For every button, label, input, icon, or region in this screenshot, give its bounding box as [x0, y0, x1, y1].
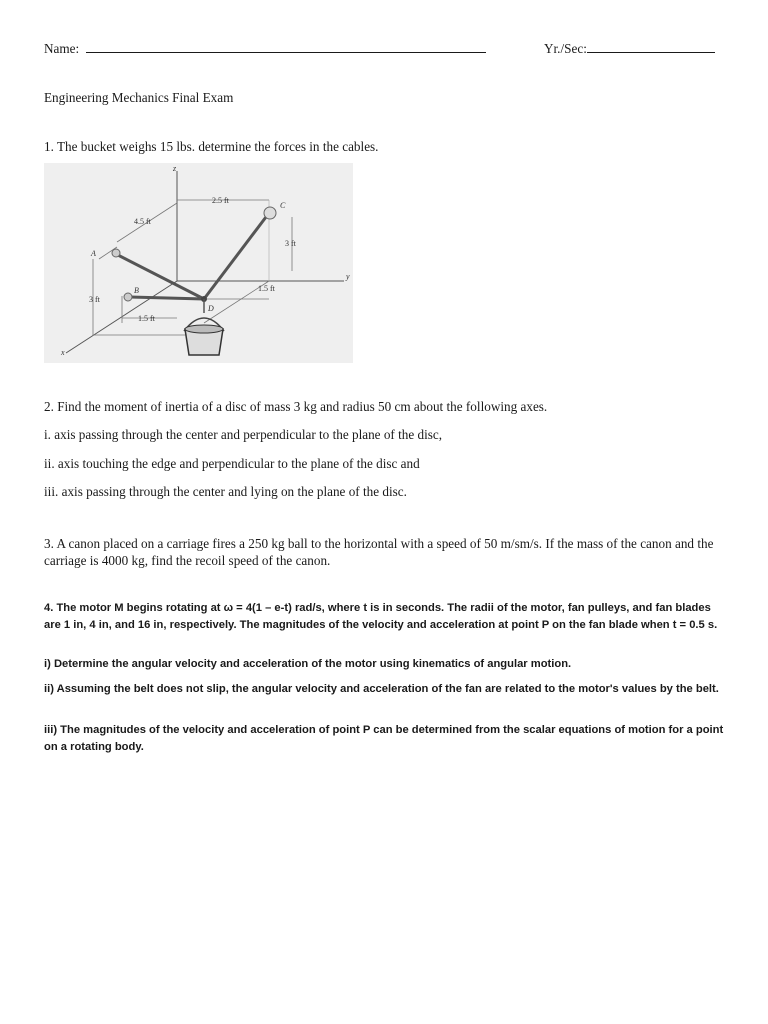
question-2-item-i: i. axis passing through the center and perpendicular to the plane of the disc, [44, 427, 443, 442]
yrsec-label: Yr./Sec: [544, 41, 587, 56]
yrsec-label-row [544, 40, 715, 57]
support-c [264, 207, 276, 219]
yrsec-blank-line[interactable] [587, 40, 715, 53]
question-4-item-ii: ii) Assuming the belt does not slip, the angular velocity and acceleration of the fan are related to the motor's values by the belt. [44, 683, 719, 695]
question-2-item-iii: iii. axis passing through the center and lying on the plane of the disc. [44, 484, 407, 499]
name-label: Name: [44, 41, 80, 56]
question-4-item-iii: iii) The magnitudes of the velocity and acceleration of point P can be determined from the scalar equations of motion for a point on a rotating body. [44, 724, 724, 753]
label-c: C [280, 201, 286, 210]
dim-label-2-5ft: 2.5 ft [212, 196, 229, 205]
name-blank-line[interactable] [86, 40, 486, 53]
label-d: D [208, 304, 214, 313]
question-1-text: 1. The bucket weighs 15 lbs. determine the forces in the cables. [44, 139, 379, 154]
question-2-item-ii: ii. axis touching the edge and perpendicular to the plane of the disc and [44, 456, 420, 471]
question-4-item-i: i) Determine the angular velocity and acceleration of the motor using kinematics of angular motion. [44, 658, 572, 670]
question-3-text: 3. A canon placed on a carriage fires a 250 kg ball to the horizontal with a speed of 50 m/sm/s. If the mass of the canon and the carriage is 4000 kg, find the recoil speed of the canon. [44, 536, 714, 568]
question-2-text: 2. Find the moment of inertia of a disc of mass 3 kg and radius 50 cm about the following axes. [44, 399, 548, 414]
label-a: A [91, 249, 96, 258]
cable-bd [130, 297, 204, 299]
bucket-cables-figure [44, 163, 353, 363]
dim-label-1-5ft-d: 1.5 ft [258, 284, 275, 293]
label-b: B [134, 286, 139, 295]
question-4-text: 4. The motor M begins rotating at ω = 4(1 – e-t) rad/s, where t is in seconds. The radii of the motor, fan pulleys, and fan blades are 1 in, 4 in, and 16 in, respectively. The magnitudes of the velocity and acceleration at point P on the fan blade when t = 0.5 s. [44, 602, 718, 631]
support-b [124, 293, 132, 301]
y-axis-label: y [346, 272, 350, 281]
dim-label-4-5ft: 4.5 ft [134, 217, 151, 226]
name-label-row [44, 40, 486, 57]
exam-title: Engineering Mechanics Final Exam [44, 90, 234, 105]
dim-label-1-5ft-b: 1.5 ft [138, 314, 155, 323]
dim-label-3ft-a: 3 ft [89, 295, 100, 304]
support-a [112, 249, 120, 257]
figure-drawing [44, 163, 353, 363]
x-axis-line [66, 281, 177, 353]
x-axis-label: x [61, 348, 65, 357]
dim-label-3ft-c: 3 ft [285, 239, 296, 248]
z-axis-label: z [173, 164, 177, 173]
